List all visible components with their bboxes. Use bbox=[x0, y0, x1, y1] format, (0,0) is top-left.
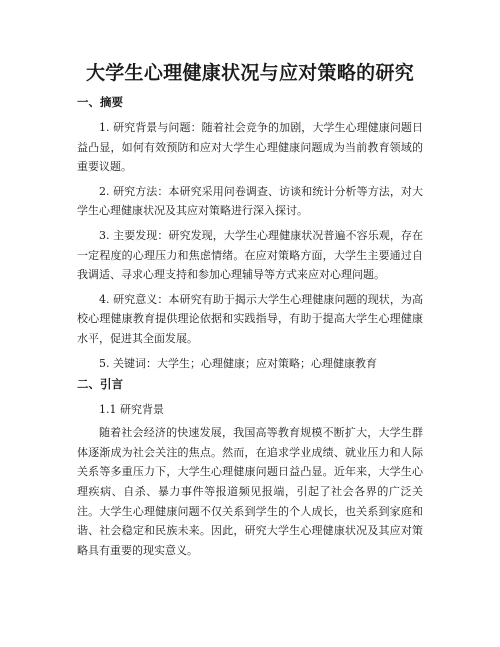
intro-paragraph: 随着社会经济的快速发展，我国高等教育规模不断扩大，大学生群体逐渐成为社会关注的焦点。然而，在追求学业成绩、就业压力和人际关系等多重压力下，大学生心理健康问题日益凸显。近年来，大学生心理疾病、自杀、暴力事件等报道频见报端，引起了社会各界的广泛关注。大学生心理健康问题不仅关系到学生的个人成长，也关系到家庭和谐、社会稳定和民族未来。因此，研究大学生心理健康状况及其应对策略具有重要的现实意义。 bbox=[77, 426, 423, 557]
abstract-item-background: 1. 研究背景与问题：随着社会竞争的加剧，大学生心理健康问题日益凸显，如何有效预防和应对大学生心理健康问题成为当前教育领域的重要议题。 bbox=[77, 121, 423, 174]
subsection-heading-background: 1.1 研究背景 bbox=[99, 403, 164, 417]
abstract-item-method: 2. 研究方法：本研究采用问卷调查、访谈和统计分析等方法，对大学生心理健康状况及其应对策略进行深入探讨。 bbox=[77, 184, 423, 218]
abstract-item-keywords: 5. 关键词：大学生；心理健康；应对策略；心理健康教育 bbox=[99, 356, 377, 370]
section-heading-abstract: 一、摘要 bbox=[77, 95, 123, 109]
document-body bbox=[77, 93, 423, 565]
section-heading-intro: 二、引言 bbox=[77, 377, 123, 392]
abstract-item-findings: 3. 主要发现：研究发现，大学生心理健康状况普遍不容乐观，存在一定程度的心理压力和焦虑情绪。在应对策略方面，大学生主要通过自我调适、寻求心理支持和参加心理辅导等方式来应对心理问题。 bbox=[77, 228, 423, 282]
abstract-item-significance: 4. 研究意义：本研究有助于揭示大学生心理健康问题的现状，为高校心理健康教育提供理论依据和实践指导，有助于提高大学生心理健康水平，促进其全面发展。 bbox=[77, 292, 423, 345]
document-title: 大学生心理健康状况与应对策略的研究 bbox=[85, 62, 415, 84]
